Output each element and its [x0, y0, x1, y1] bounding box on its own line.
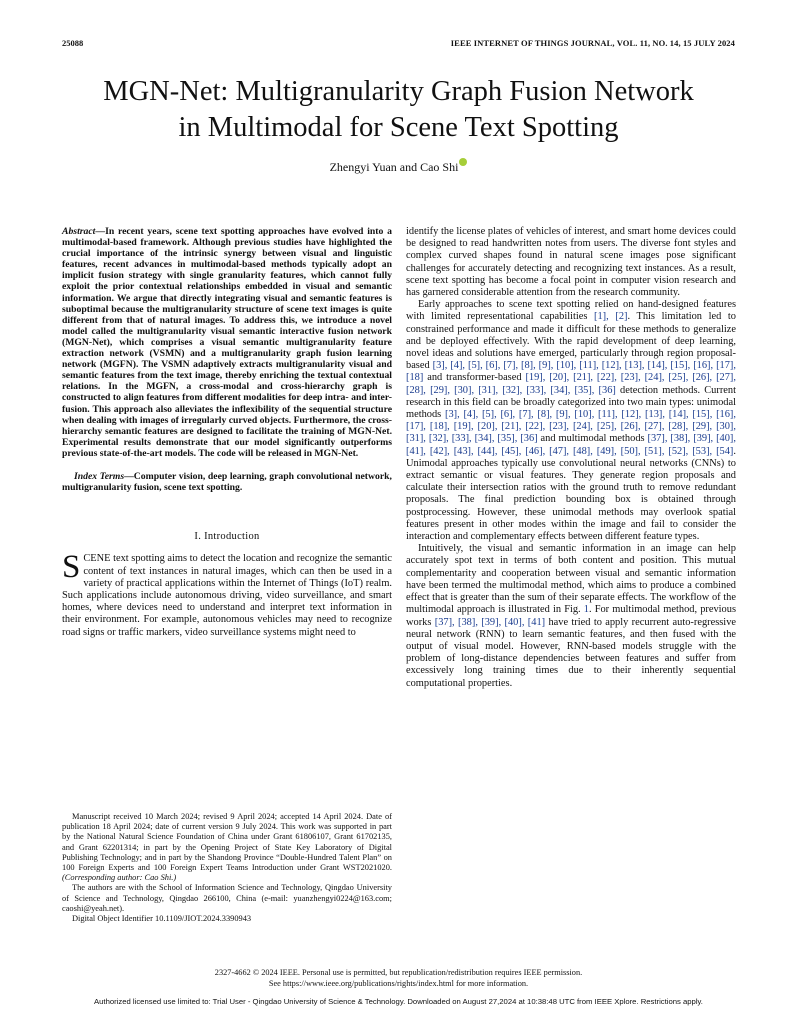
footnote: [62, 812, 392, 924]
text-run: Early approaches to scene text spotting relied on hand-designed features with limited representational capabilities: [406, 299, 736, 323]
intro-text: CENE text spotting aims to detect the location and recognize the semantic content of text instances in natural images, which can then be used in a variety of practical applications within the Internet of Things (IoT) realm. Such applications include autonomous driving, video surveillance, and smart homes, where devices need to understand and interpret text information in their environment. For example, autonomous vehicles may need to recognize road signs or traffic markers, video surveillance systems might need to: [62, 553, 392, 638]
license-notice: Authorized licensed use limited to: Trial User - Qingdao University of Science & Technology. Downloaded on August 27,2024 at 10:38:48 UTC from IEEE Xplore. Restrictions apply.: [94, 997, 703, 1006]
citation-link[interactable]: [37], [38], [39], [40], [41], [42], [43], [44], [45], [46], [47], [48], [49], [50], [51], [52], [53], [54]: [406, 433, 736, 457]
citation-link[interactable]: [37], [38], [39], [40], [41]: [434, 616, 546, 628]
title-line-2: in Multimodal for Scene Text Spotting: [178, 112, 619, 143]
author-names: Zhengyi Yuan and Cao Shi: [329, 160, 459, 174]
text-run: have tried to apply recurrent auto-regressive neural network (RNN) to learn semantic features, and then fused with the output of visual model. However, RNN-based models struggle with the problem of long-distance dependencies between features and suffer from excessively long training times due to their inherently sequential computational properties.: [406, 616, 736, 689]
footnote-affiliation: The authors are with the School of Information Science and Technology, Qingdao University of Science and Technology, Qingdao 266100, China (e-mail: yuanzhengyi0224@163.com; caoshi@yeah.net).: [62, 883, 392, 913]
abstract: [62, 226, 392, 459]
citation-link[interactable]: [19], [20], [21], [22], [23], [24], [25], [26], [27], [28], [29], [30], [31], [32], [33], [34], [35], [36]: [406, 372, 736, 396]
text-run: . For multimodal method, previous works: [406, 604, 736, 628]
section-heading: I. Introduction: [194, 531, 260, 543]
copyright-line-2[interactable]: See https://www.ieee.org/publications/rights/index.html for more information.: [268, 979, 529, 988]
intro-paragraph-1: [62, 549, 392, 638]
copyright-footer: [0, 967, 797, 989]
right-paragraph-3: [406, 543, 736, 689]
page-number: 25088: [62, 38, 84, 48]
text-run: Intuitively, the visual and semantic information in an image can help accurately spot text in terms of both content and position. This mutual complementarity and cooperation between visual and semantic information have been termed the multimodal method, which aims to produce a combined effect that is greater than the sum of their separate effects. The workflow of the multimodal approach is illustrated in Fig.: [406, 543, 736, 616]
footnote-manuscript: [62, 812, 392, 883]
orcid-icon[interactable]: [459, 158, 467, 166]
citation-link[interactable]: [3], [4], [5], [6], [7], [8], [9], [10], [11], [12], [13], [14], [15], [16], [17], [18]: [406, 360, 736, 384]
title-line-1: MGN-Net: Multigranularity Graph Fusion Network: [103, 76, 694, 107]
text-run: . This limitation led to constrained performance and made it difficult for these methods to generalize and be deployed effectively. With the rapid development of deep learning, novel ideas and solutions have emerged, particularly through region proposal-based: [406, 311, 736, 372]
index-terms-text: —Computer vision, deep learning, graph convolutional network, multigranularity fusion, scene text spotting.: [62, 470, 392, 494]
text-run: and transformer-based: [423, 372, 526, 384]
citation-link[interactable]: [1], [2]: [594, 311, 628, 323]
journal-header: IEEE INTERNET OF THINGS JOURNAL, VOL. 11, NO. 14, 15 JULY 2024: [450, 38, 735, 48]
right-paragraph-2: [406, 299, 736, 543]
abstract-text: —In recent years, scene text spotting approaches have evolved into a multimodal-based framework. Although previous studies have highlighted the crucial importance of the intrinsic synergy between visual and linguistic features, recent advances in multimodal-based methods typically adopt an implicit fusion strategy with single granularity features, which cannot fully exploit the prior contextual relationships embedded in visual and semantic information. We argue that directly integrating visual and semantic features is suboptimal because the multigranularity structure of scene text images is quite different from that of natural images. To address this, we introduce a novel model called the multigranularity visual semantic interactive fusion network (MGN-Net), which comprises a visual semantic multigranularity feature extraction network (VSMN) and a multigranularity graph fusion learning network (MGFN). The VSMN adaptively extracts multigranularity visual and semantic features from the text image, thereby enriching the textual contextual relations. In the MGFN, a cross-modal and cross-hierarchy graph is constructed to align features from different modalities for deep intra- and inter-fusion. This approach also alleviates the inflexibility of the sequential structure when dealing with images of irregularly curved objects. Furthermore, the cross-hierarchy semantic features are designed to facilitate the training of MGN-Net. Experimental results demonstrate that our model significantly outperforms previous state-of-the-art models. The code will be released in MGN-Net.: [62, 226, 392, 459]
copyright-line-1: 2327-4662 © 2024 IEEE. Personal use is permitted, but republication/redistribution requires IEEE permission.: [214, 968, 583, 977]
index-terms: [62, 471, 392, 493]
author-list: [40, 158, 757, 175]
citation-link[interactable]: [3], [4], [5], [6], [7], [8], [9], [10], [11], [12], [13], [14], [15], [16], [17], [18], [19], [20], [21], [22], [23], [24], [25], [26], [27], [28], [29], [30], [31], [32], [33], [34], [35], [36]: [406, 409, 736, 445]
footnote-doi: Digital Object Identifier 10.1109/JIOT.2024.3390943: [72, 914, 252, 924]
figure-link[interactable]: 1: [583, 604, 589, 616]
left-column: [62, 226, 392, 639]
text-run: detection methods. Current research in this field can be broadly categorized into two main types: unimodal methods: [406, 384, 736, 421]
drop-cap: S: [62, 549, 81, 586]
corresponding-author: (Corresponding author: Cao Shi.): [62, 873, 177, 883]
text-run: and multimodal methods: [537, 433, 648, 445]
abstract-label: Abstract: [62, 226, 96, 237]
right-column: [406, 226, 736, 690]
paper-title: [40, 74, 757, 146]
index-terms-label: Index Terms: [74, 470, 125, 482]
text-run: Manuscript received 10 March 2024; revised 9 April 2024; accepted 14 April 2024. Date of publication 18 April 2024; date of current version 9 July 2024. This work was supported in part by the National Natural Science Foundation of China under Grant 61806107, Grant 61702135, and Grant 62201314; in part by the Opening Project of State Key Laboratory of Digital Publishing Technology; and in part by the Shandong Province “Double-Hundred Talent Plan” on 100 Foreign Experts and 100 Foreign Expert Teams Introduction under Grant WST2021020.: [62, 812, 392, 873]
right-paragraph-1: identify the license plates of vehicles of interest, and smart home devices could be designed to read handwritten notes from users. The diverse font styles and complex curved shapes found in natural scene images pose significant challenges for accurately detecting and recognizing text instances. As a result, scene text spotting has become a focal point in computer vision research and has garnered considerable attention from the research community.: [406, 226, 736, 299]
text-run: . Unimodal approaches typically use convolutional neural networks (CNNs) to extract semantic or visual features. They generate region proposals and calculate their intersection ratios with the ground truth to remove redundant proposals. The final prediction bounding box is obtained through postprocessing. However, these unimodal methods may overlook spatial features present in other modes within the image and fail to consider the interaction and complementary effects between different feature types.: [406, 445, 736, 543]
